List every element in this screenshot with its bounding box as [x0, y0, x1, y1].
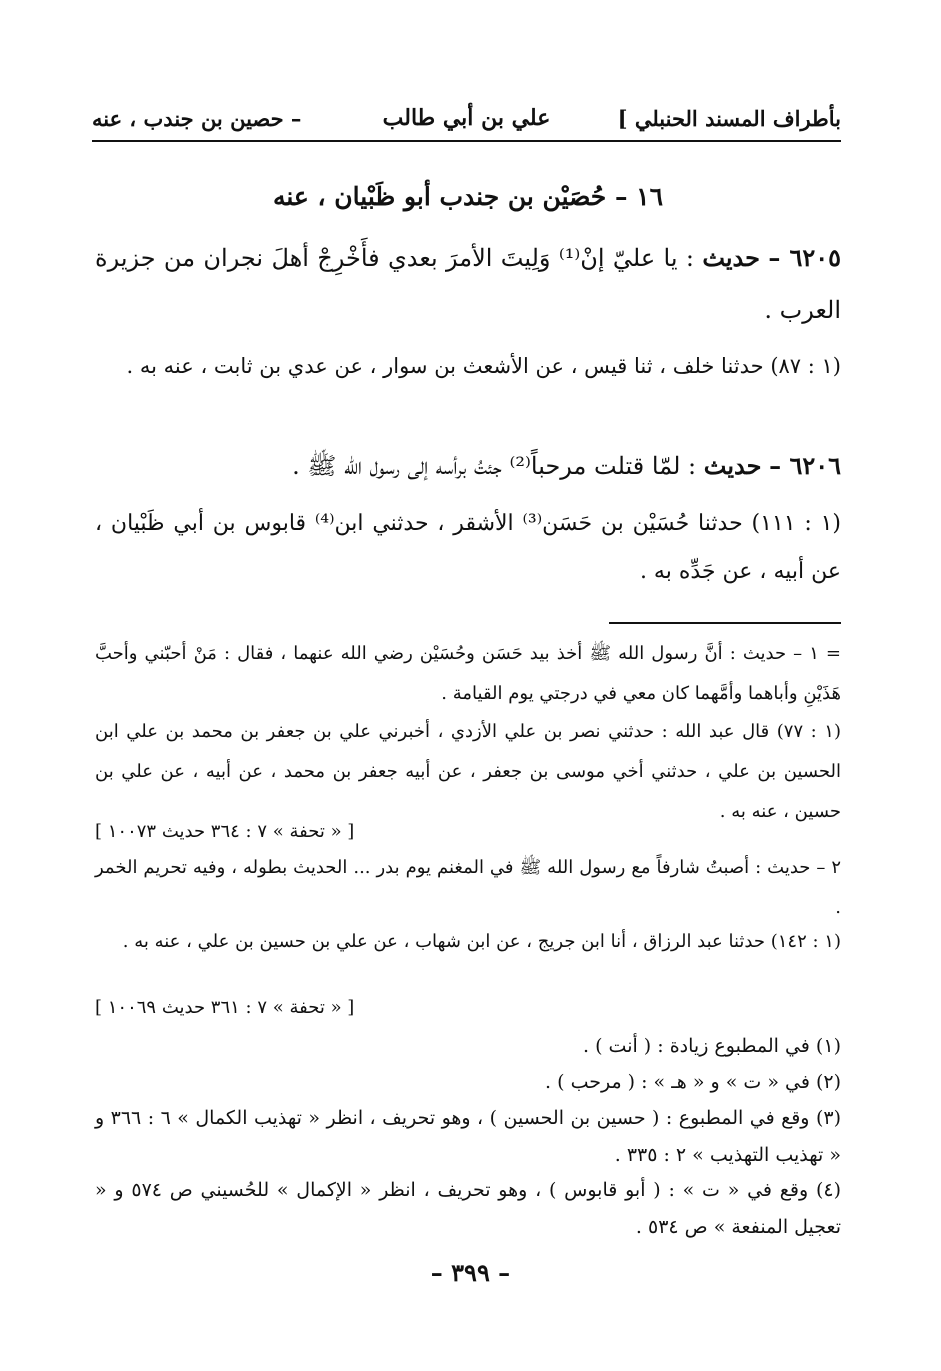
margin-note: = ١ – حديث : أنَّ رسول الله ﷺ أخذ بيد حَسَن وحُسَيْن رضي الله عنهما ، فقال : مَنْ أحبّني وأحبَّ هَذَيْنِ وأباهما وأمَّهما كان معي في درجتي يوم القيامة . [95, 643, 841, 704]
hadith-number: ٦٢٠٦ – [769, 451, 841, 480]
header-right: بأطراف المسند الحنبلي ] [617, 105, 841, 131]
hadith-label: حديث [703, 451, 762, 480]
header-left: – حصين بن جندب ، عنه [92, 105, 302, 131]
margin-note-isnad: (١ : ١٤٢) حدثنا عبد الرزاق ، أنا ابن جريج ، عن ابن شهاب ، عن علي بن حسين بن علي ، عنه به . [122, 931, 841, 952]
tuhfa-reference: [ « تحفة » ٧ : ٣٦٤ حديث ١٠٠٧٣ ] [95, 821, 355, 842]
hadith-text: : لمّا قتلت مرحباً⁽²⁾ جئتُ برأسه إلى رسول الله ﷺ . [292, 452, 697, 480]
hadith-isnad: (١ : ٨٧) حدثنا خلف ، ثنا قيس ، عن الأشعث بن سوار ، عن عدي بن ثابت ، عنه به . [126, 354, 841, 378]
footnote: (٢) في « ت » و « هـ » : ( مرحب ) . [545, 1071, 841, 1093]
section-title: ١٦ – حُصَيْن بن جندب أبو ظَبْيان ، عنه [272, 182, 664, 211]
running-header [92, 103, 841, 133]
footnote: (١) في المطبوع زيادة : ( أنت ) . [583, 1035, 841, 1057]
footnote-separator [609, 622, 841, 624]
footnote: (٤) وقع في « ت » : ( أبو قابوس ) ، وهو تحريف ، انظر « الإكمال » للحُسيني ص ٥٧٤ و « تعجيل المنفعة » ص ٥٣٤ . [95, 1179, 841, 1238]
page-number: – ٣٩٩ – [430, 1258, 511, 1287]
header-center: علي بن أبي طالب [382, 105, 551, 131]
margin-note-isnad: (١ : ٧٧) قال عبد الله : حدثني نصر بن علي الأزدي ، أخبرني علي بن جعفر بن محمد بن علي ابن الحسين بن علي ، حدثني أخي موسى بن جعفر ، عن أبيه جعفر بن محمد ، عن أبيه ، عن علي بن حسين ، عنه به . [95, 721, 841, 822]
hadith-entry [95, 440, 841, 492]
margin-note: ٢ – حديث : أصبتُ شارفاً مع رسول الله ﷺ في المغنم يوم بدر ... الحديث بطوله ، وفيه تحريم الخمر . [95, 857, 841, 918]
footnote: (٣) وقع في المطبوع : ( حسين بن الحسين ) ، وهو تحريف ، انظر « تهذيب الكمال » ٦ : ٣٦٦ و « تهذيب التهذيب » ٢ : ٣٣٥ . [95, 1107, 841, 1166]
tuhfa-reference: [ « تحفة » ٧ : ٣٦١ حديث ١٠٠٦٩ ] [95, 997, 355, 1018]
hadith-isnad: (١ : ١١١) حدثنا حُسَيْن بن حَسَن⁽³⁾ الأشقر ، حدثني ابن⁽⁴⁾ قابوس بن أبي ظَبْيان ، عن أبيه ، عن جَدِّه به . [95, 511, 842, 584]
header-rule [92, 140, 841, 142]
hadith-entry [95, 232, 841, 336]
hadith-label: حديث [702, 243, 760, 272]
hadith-text: : يا عليّ إنْ⁽¹⁾ وَلِيتَ الأمرَ بعدي فأَخْرِجْ أهلَ نجران من جزيرة العرب . [95, 244, 841, 324]
hadith-number: ٦٢٠٥ – [768, 243, 841, 272]
